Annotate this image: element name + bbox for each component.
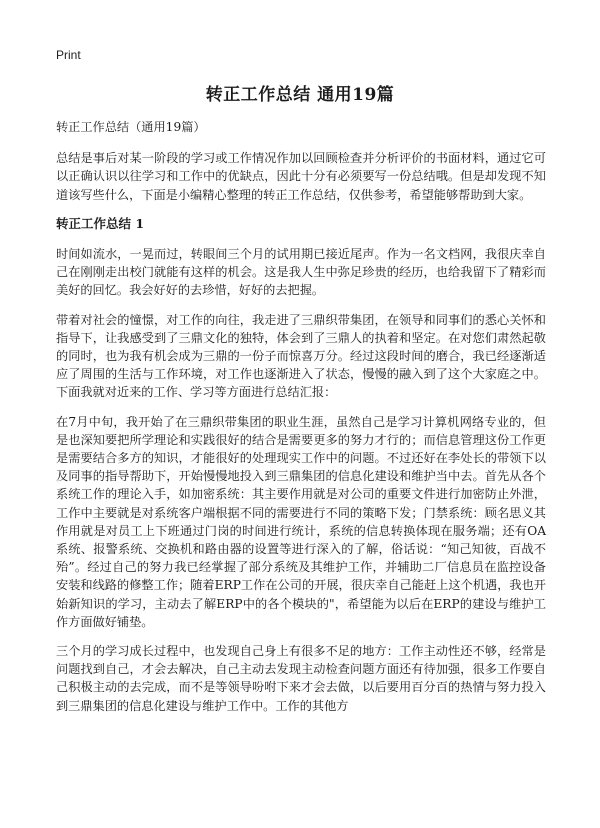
print-label: Print <box>56 48 81 62</box>
page-title: 转正工作总结 通用19篇 <box>205 85 395 105</box>
intro-paragraph: 总结是事后对某一阶段的学习或工作情况作加以回顾检查并分析评价的书面材料，通过它可以正确认识以往学习和工作中的优缺点，因此十分有必须要写一份总结哦。但是却发现不知道该写些什么，下面是小编精心整理的转正工作总结，仅供参考，希望能够帮助到大家。 <box>56 151 546 202</box>
body-paragraph-4: 三个月的学习成长过程中，也发现自己身上有很多不足的地方：工作主动性还不够，经常是问题找到自己，才会去解决，自己主动去发现主动检查问题方面还有待加强，很多工作要自己积极主动的去完成，而不是等领导吩咐下来才会去做，以后要用百分百的热情与努力投入到三鼎集团的信息化建设与维护工作中。工作的其他方 <box>56 644 546 713</box>
document-subtitle: 转正工作总结（通用19篇） <box>56 120 206 134</box>
document-body <box>56 118 546 726</box>
body-paragraph-1: 时间如流水，一晃而过，转眼间三个月的试用期已接近尾声。作为一名文档网，我很庆幸自己在刚刚走出校门就能有这样的机会。这是我人生中弥足珍贵的经历，也给我留下了精彩而美好的回忆。我会好好的去珍惜，好好的去把握。 <box>56 247 546 298</box>
body-paragraph-2: 带着对社会的憧憬，对工作的向往，我走进了三鼎织带集团，在领导和同事们的悉心关怀和指导下，让我感受到了三鼎文化的独特，体会到了三鼎人的执着和坚定。在对您们肃然起敬的同时，也为我有机会成为三鼎的一份子而惊喜万分。经过这段时间的磨合，我已经逐渐适应了周围的生活与工作环境，对工作也逐渐进入了状态，慢慢的融入到了这个大家庭之中。下面我就对近来的工作、学习等方面进行总结汇报： <box>56 312 546 400</box>
body-paragraph-3: 在7月中旬，我开始了在三鼎织带集团的职业生涯，虽然自己是学习计算机网络专业的，但是也深知要把所学理论和实践很好的结合是需要更多的努力才行的；而信息管理这份工作更是需要结合多方的知识，才能很好的处理现实工作中的问题。不过还好在李处长的带领下以及同事的指导帮助下，开始慢慢地投入到三鼎集团的信息化建设和维护当中去。首先从各个系统工作的理论入手，如加密系统：其主要作用就是对公司的重要文件进行加密防止外泄，工作中主要就是对系统客户端根据不同的需要进行不同的策略下发；门禁系统：顾名思义其作用就是对员工上下班通过门岗的时间进行统计，系统的信息转换体现在服务端；还有OA系统、报警系统、交换机和路由器的设置等进行深入的了解，俗话说：“知己知彼，百战不殆”。经过自己的努力我已经掌握了部分系统及其维护工作，并辅助二厂信息员在监控设备安装和线路的修整工作；随着ERP工作在公司的开展，很庆幸自己能赶上这个机遇，我也开始新知识的学习，主动去了解ERP中的各个模块的"，希望能为以后在ERP的建设与维护工作方面做好铺垫。 <box>56 414 546 629</box>
section-heading: 转正工作总结 1 <box>56 215 145 231</box>
